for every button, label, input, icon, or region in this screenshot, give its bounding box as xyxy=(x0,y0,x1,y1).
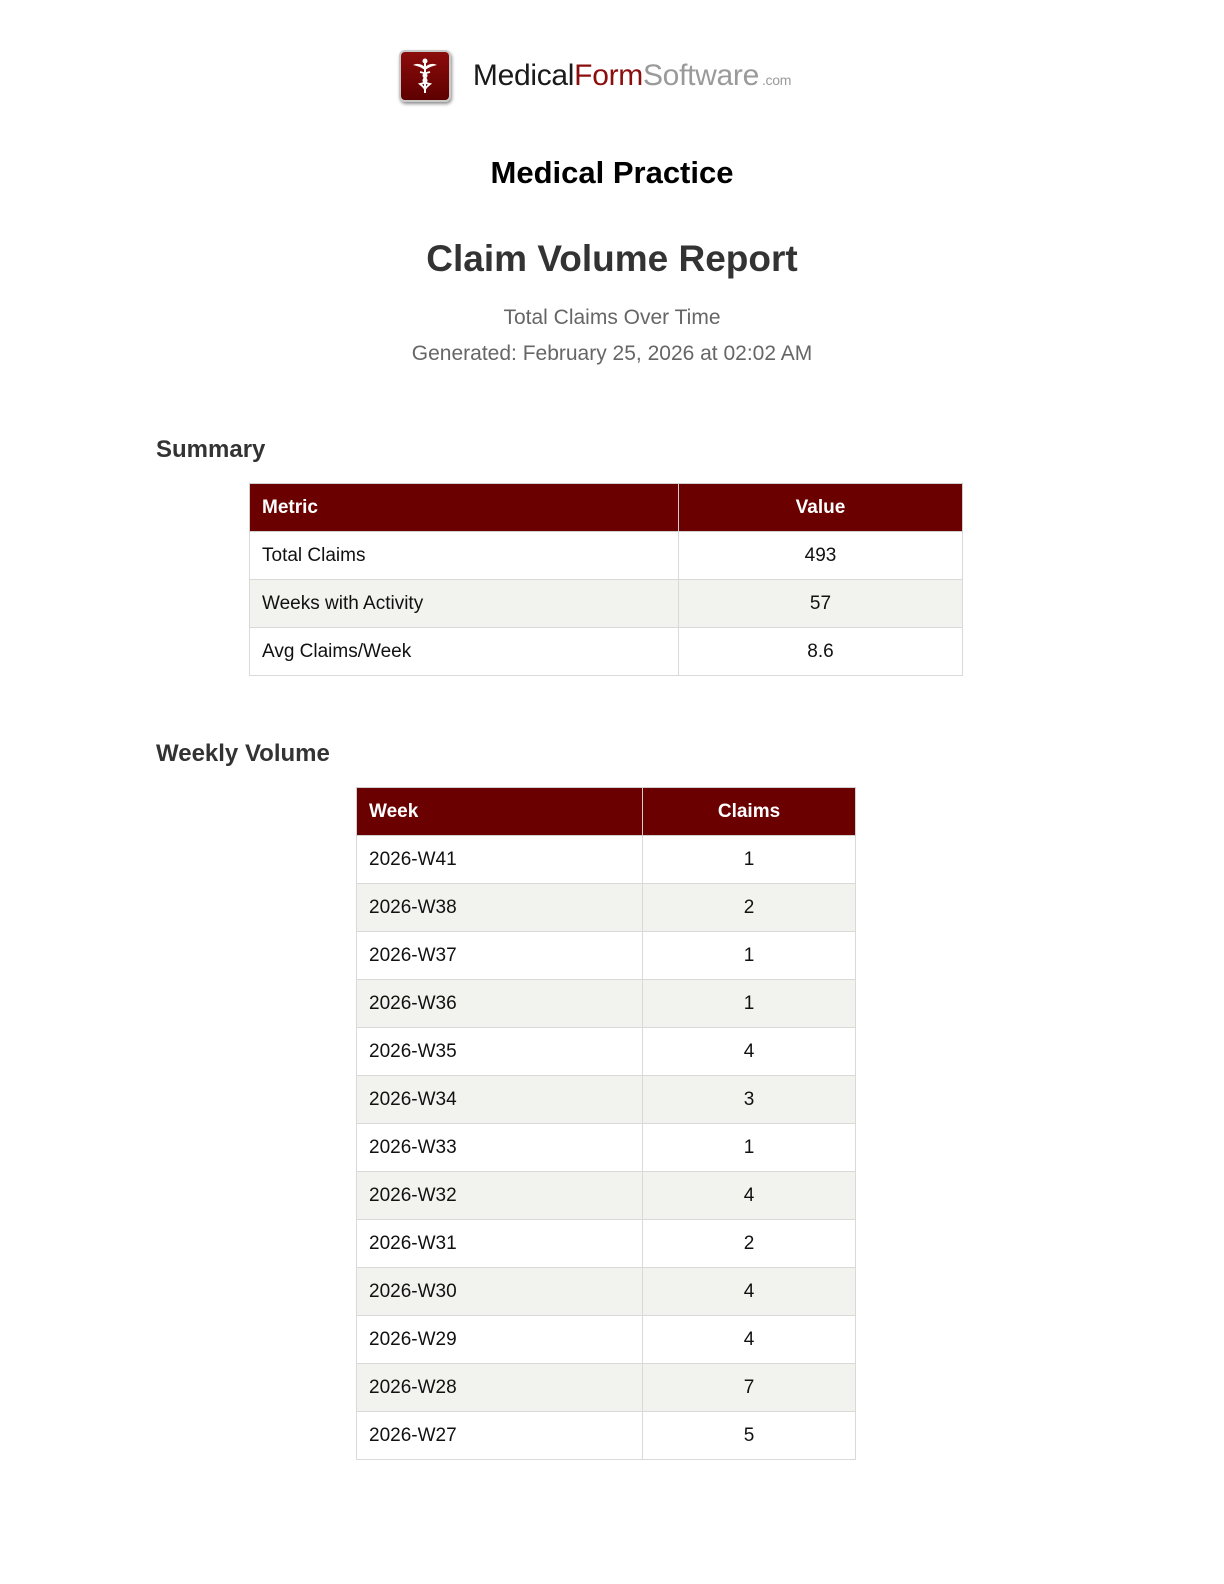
table-row xyxy=(357,1364,856,1412)
week-cell: 2026-W33 xyxy=(357,1124,643,1172)
table-row xyxy=(357,932,856,980)
claims-cell: 1 xyxy=(643,980,856,1028)
claims-cell: 2 xyxy=(643,1220,856,1268)
week-cell: 2026-W32 xyxy=(357,1172,643,1220)
logo-text-com: .com xyxy=(761,72,792,88)
claims-cell: 1 xyxy=(643,932,856,980)
practice-name: Medical Practice xyxy=(490,155,734,190)
generated-timestamp: Generated: February 25, 2026 at 02:02 AM xyxy=(411,342,813,365)
claims-cell: 1 xyxy=(643,1124,856,1172)
week-cell: 2026-W30 xyxy=(357,1268,643,1316)
week-cell: 2026-W41 xyxy=(357,836,643,884)
caduceus-icon xyxy=(399,50,451,102)
week-cell: 2026-W31 xyxy=(357,1220,643,1268)
logo-text-software: Software xyxy=(642,59,759,92)
claims-cell: 4 xyxy=(643,1268,856,1316)
claims-cell: 7 xyxy=(643,1364,856,1412)
weekly-volume-table xyxy=(356,787,856,1460)
week-cell: 2026-W28 xyxy=(357,1364,643,1412)
table-row xyxy=(357,884,856,932)
report-title: Claim Volume Report xyxy=(426,238,798,279)
table-row xyxy=(357,1220,856,1268)
column-header-claims: Claims xyxy=(643,788,856,836)
column-header-value: Value xyxy=(679,484,963,532)
table-row xyxy=(250,580,963,628)
table-row xyxy=(357,980,856,1028)
week-cell: 2026-W36 xyxy=(357,980,643,1028)
logo-wordmark xyxy=(473,59,791,93)
claims-cell: 4 xyxy=(643,1316,856,1364)
table-row xyxy=(357,1076,856,1124)
logo-text-medical: Medical xyxy=(472,59,575,92)
weekly-header-row xyxy=(357,788,856,836)
claims-cell: 5 xyxy=(643,1412,856,1460)
table-row xyxy=(357,1124,856,1172)
week-cell: 2026-W35 xyxy=(357,1028,643,1076)
table-row xyxy=(357,1316,856,1364)
week-cell: 2026-W37 xyxy=(357,932,643,980)
summary-heading: Summary xyxy=(156,436,266,463)
table-row xyxy=(357,1268,856,1316)
table-row xyxy=(357,836,856,884)
weekly-volume-heading: Weekly Volume xyxy=(156,740,330,767)
claims-cell: 4 xyxy=(643,1028,856,1076)
table-row xyxy=(357,1028,856,1076)
week-cell: 2026-W27 xyxy=(357,1412,643,1460)
column-header-week: Week xyxy=(357,788,643,836)
claims-cell: 3 xyxy=(643,1076,856,1124)
table-row xyxy=(250,628,963,676)
table-row xyxy=(357,1172,856,1220)
report-subtitle: Total Claims Over Time xyxy=(503,306,721,329)
table-row xyxy=(250,532,963,580)
week-cell: 2026-W34 xyxy=(357,1076,643,1124)
week-cell: 2026-W29 xyxy=(357,1316,643,1364)
week-cell: 2026-W38 xyxy=(357,884,643,932)
value-cell: 493 xyxy=(679,532,963,580)
summary-header-row xyxy=(250,484,963,532)
metric-cell: Avg Claims/Week xyxy=(250,628,679,676)
column-header-metric: Metric xyxy=(250,484,679,532)
brand-logo xyxy=(0,50,1224,102)
value-cell: 8.6 xyxy=(679,628,963,676)
table-row xyxy=(357,1412,856,1460)
metric-cell: Weeks with Activity xyxy=(250,580,679,628)
claims-cell: 2 xyxy=(643,884,856,932)
logo-text-form: Form xyxy=(574,59,643,92)
summary-table xyxy=(249,483,963,676)
value-cell: 57 xyxy=(679,580,963,628)
claims-cell: 4 xyxy=(643,1172,856,1220)
metric-cell: Total Claims xyxy=(250,532,679,580)
claims-cell: 1 xyxy=(643,836,856,884)
